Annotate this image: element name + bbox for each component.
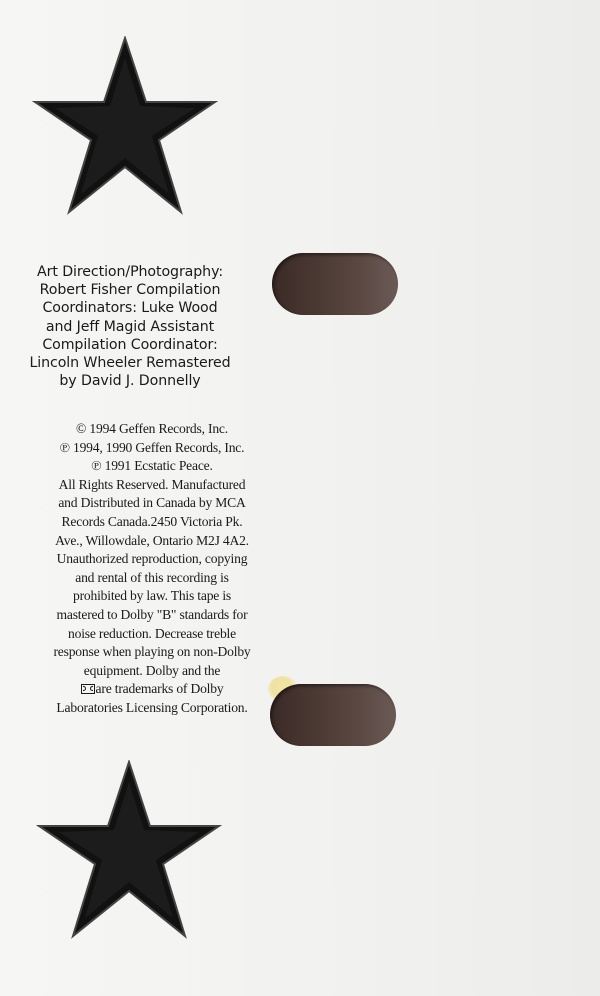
star-icon: [36, 760, 222, 940]
legal-line: © 1994 Geffen Records, Inc.: [76, 421, 228, 436]
credit-line: Compilation Coordinator:: [42, 336, 218, 353]
credit-line: and Jeff Magid Assistant: [45, 318, 215, 335]
legal-line: and Distributed in Canada by MCA: [58, 495, 246, 511]
legal-line: Laboratories Licensing Corporation.: [56, 699, 248, 715]
legal-line: ℗ 1994, 1990 Geffen Records, Inc.: [59, 439, 245, 455]
credit-line: Lincoln Wheeler Remastered: [29, 355, 231, 372]
legal-line: Ave., Willowdale, Ontario M2J 4A2.: [55, 532, 249, 548]
production-credits: [14, 263, 246, 390]
trademark-text: are trademarks of Dolby: [95, 681, 224, 697]
legal-line: mastered to Dolby "B" standards for: [56, 606, 248, 622]
punch-hole-top: [272, 253, 398, 315]
legal-line: Records Canada.2450 Victoria Pk.: [61, 513, 243, 529]
legal-line: Unauthorized reproduction, copying: [56, 551, 248, 567]
credit-line: by David J. Donnelly: [59, 373, 201, 390]
dolby-double-d-icon: [81, 684, 95, 694]
legal-line: equipment. Dolby and the: [83, 662, 221, 678]
legal-line: noise reduction. Decrease treble: [68, 625, 236, 641]
legal-line: prohibited by law. This tape is: [72, 588, 232, 604]
punch-hole-bottom: [270, 684, 396, 746]
credit-line: Coordinators: Luke Wood: [42, 300, 218, 317]
legal-line: ℗ 1991 Ecstatic Peace.: [91, 458, 213, 474]
credit-line: Robert Fisher Compilation: [39, 282, 221, 299]
legal-line: and rental of this recording is: [75, 569, 229, 585]
legal-line: response when playing on non-Dolby: [53, 644, 251, 660]
star-icon: [32, 36, 218, 216]
legal-line: All Rights Reserved. Manufactured: [58, 476, 246, 492]
legal-line: [26, 680, 278, 699]
copyright-notice: [26, 420, 278, 718]
credit-line: Art Direction/Photography:: [36, 264, 224, 280]
